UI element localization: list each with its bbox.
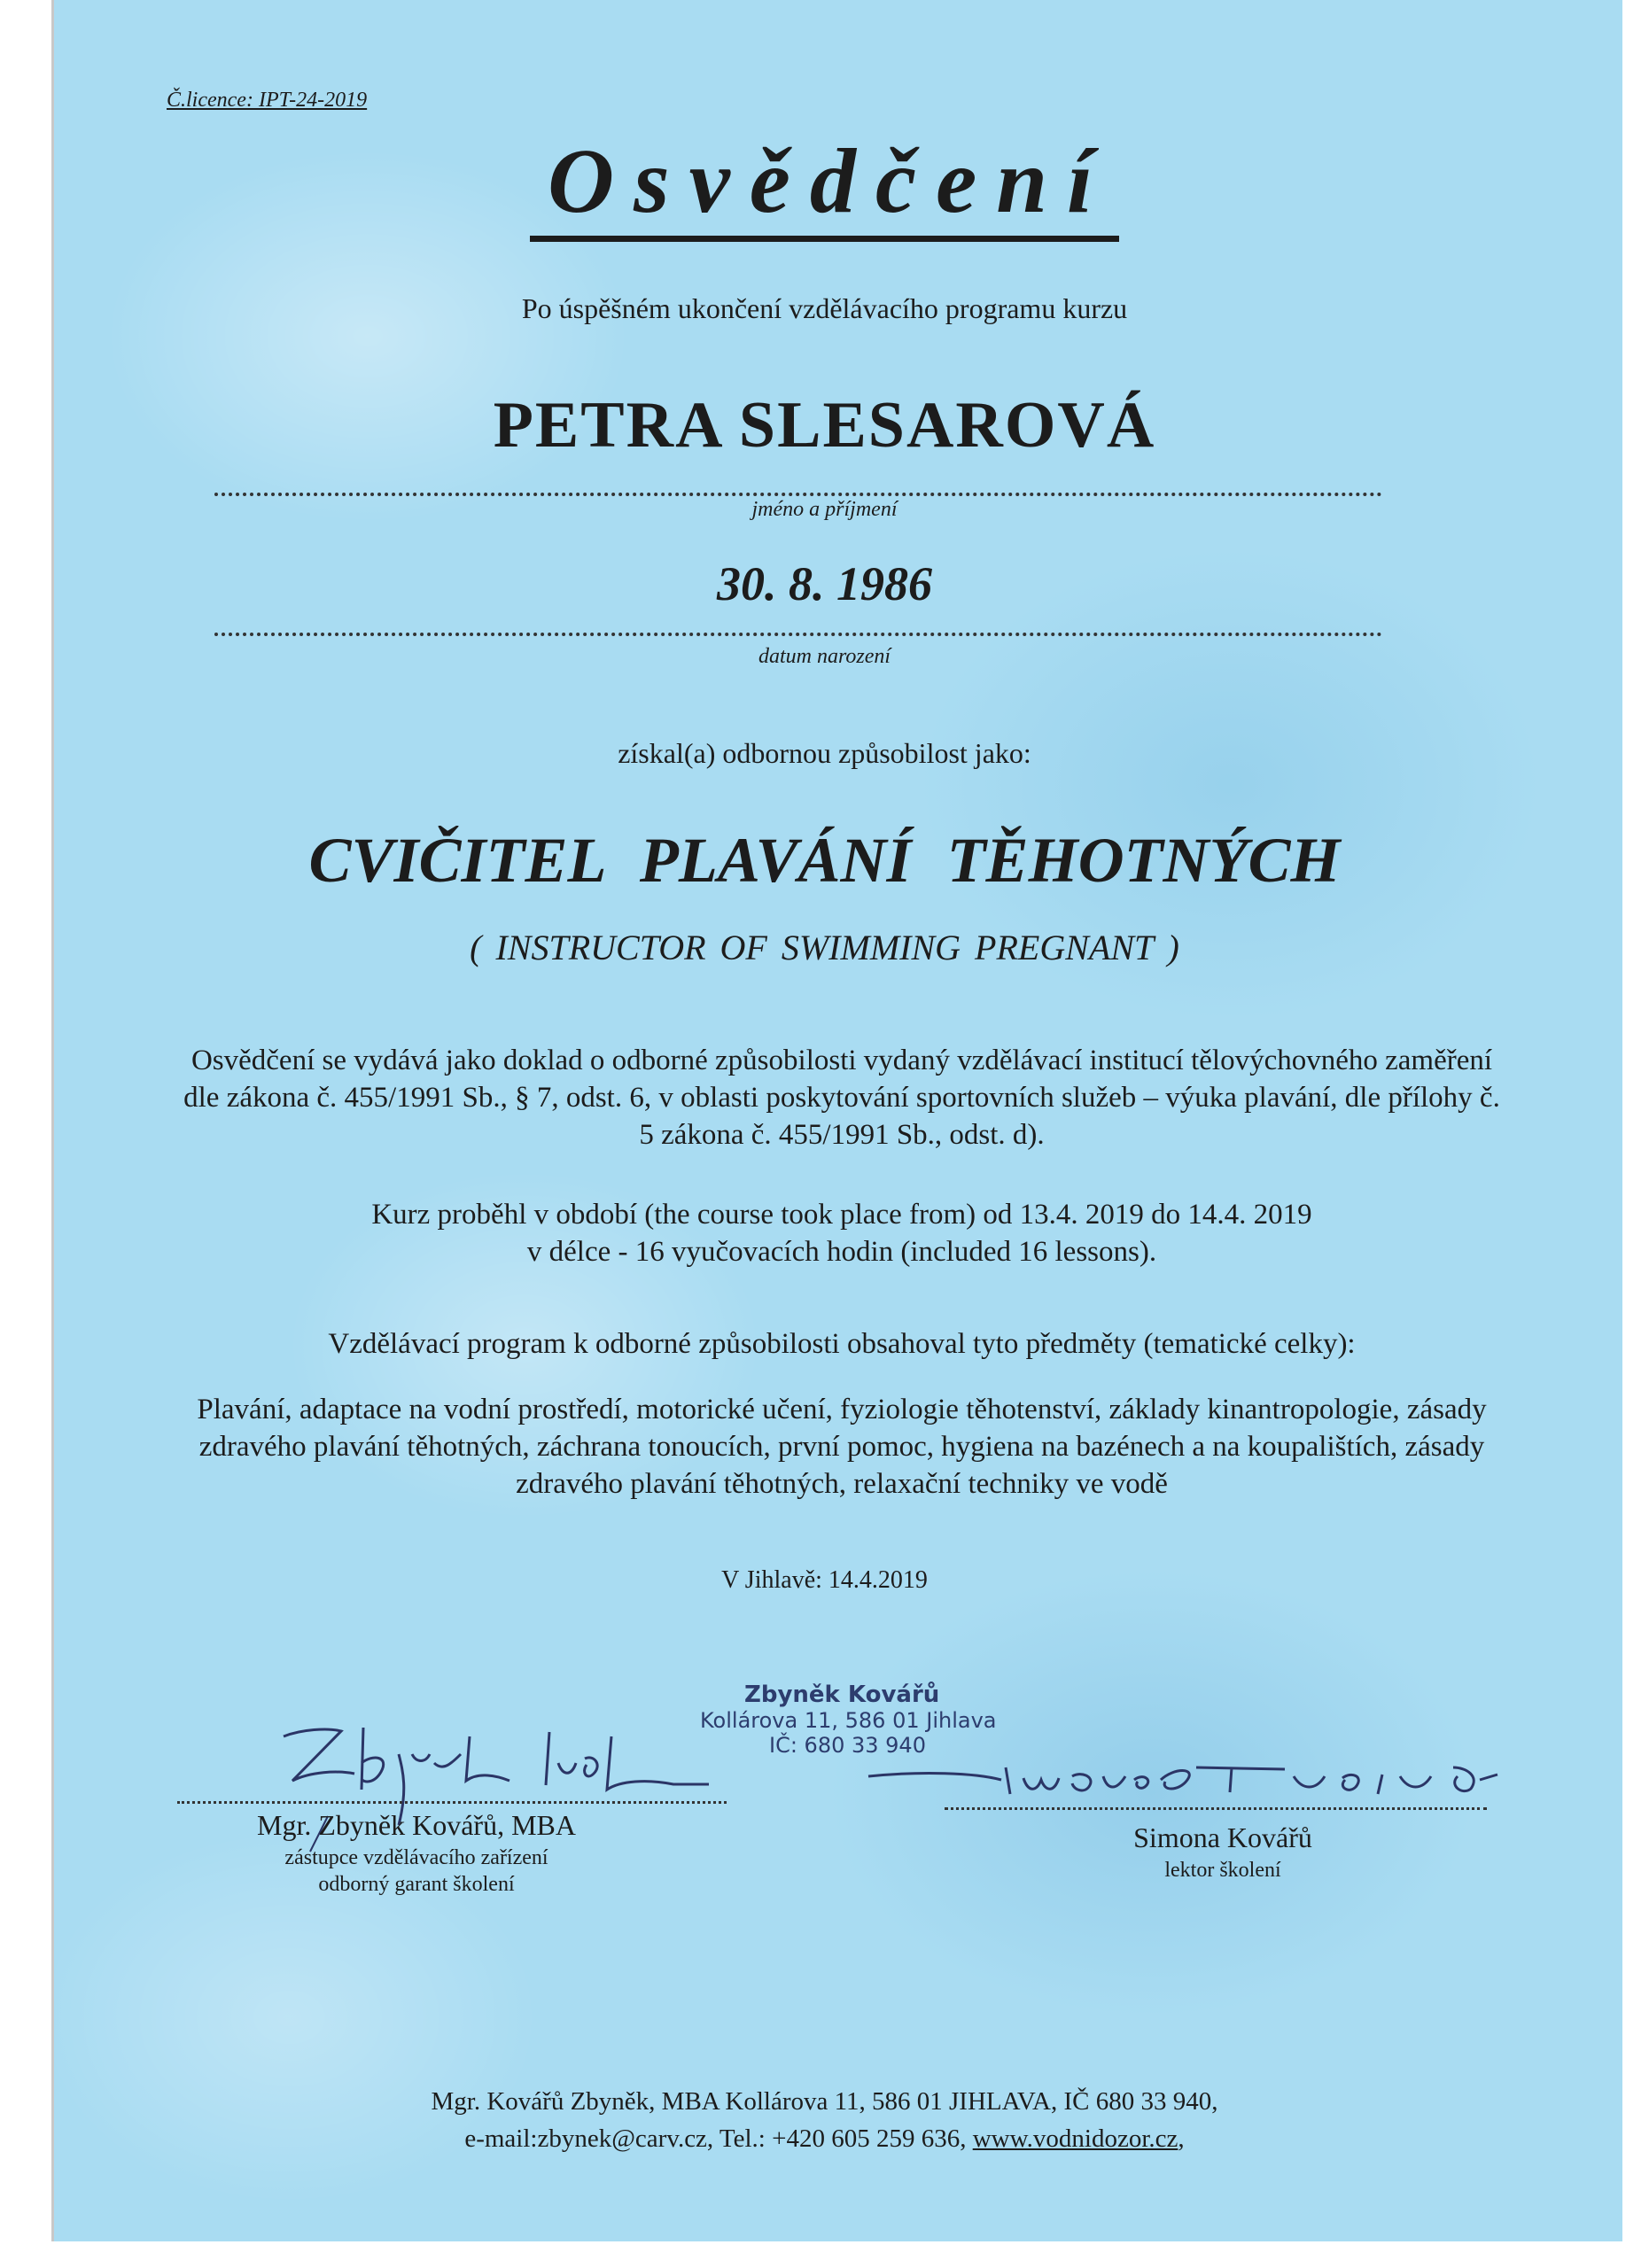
left-signer-name: Mgr. Zbyněk Kovářů, MBA bbox=[257, 1809, 576, 1841]
subjects-intro: Vzdělávací program k odborné způsobilosti obsahoval tyto předměty (tematické celky): bbox=[328, 1328, 1356, 1360]
left-signer-role-2: odborný garant školení bbox=[318, 1873, 515, 1896]
right-signer-name: Simona Kovářů bbox=[1133, 1821, 1312, 1853]
footer-contact bbox=[0, 2124, 1649, 2154]
birth-date-dotted-line bbox=[214, 633, 1382, 636]
birth-date-label: datum narození bbox=[758, 645, 891, 668]
name-label: jméno a příjmení bbox=[751, 498, 898, 521]
legal-paragraph: Osvědčení se vydává jako doklad o odborné způsobilosti vydaný vzdělávací institucí tělovýchovného zaměření dle zákona č. 455/1991 Sb., § 7, odst. 6, v oblasti poskytování sportovních služeb – výuka plavání, dle přílohy č. 5 zákona č. 455/1991 Sb., odst. d). bbox=[183, 1045, 1500, 1151]
licence-number: Č.licence: IPT-24-2019 bbox=[167, 89, 368, 112]
right-signer-role: lektor školení bbox=[1164, 1859, 1281, 1882]
footer-contact-text: e-mail:zbynek@carv.cz, Tel.: +420 605 259 636, bbox=[464, 2124, 967, 2153]
stamp-ic: IČ: 680 33 940 bbox=[769, 1733, 926, 1758]
holder-name: PETRA SLESAROVÁ bbox=[493, 389, 1156, 462]
place-date: V Jihlavě: 14.4.2019 bbox=[721, 1566, 928, 1594]
course-info bbox=[177, 1196, 1506, 1270]
qualification-english: ( INSTRUCTOR OF SWIMMING PREGNANT ) bbox=[470, 928, 1179, 967]
official-stamp bbox=[700, 1682, 996, 1758]
right-signature bbox=[868, 1750, 1506, 1803]
footer-contact-suffix: , bbox=[1178, 2124, 1185, 2153]
certificate-title: Osvědčení bbox=[530, 131, 1119, 242]
name-dotted-line bbox=[214, 493, 1382, 496]
left-signer-role: zástupce vzdělávacího zařízení bbox=[284, 1846, 548, 1869]
footer-website-link[interactable]: www.vodnidozor.cz bbox=[972, 2124, 1178, 2153]
subjects-list: Plavání, adaptace na vodní prostředí, motorické učení, fyziologie těhotenství, základy kinantropologie, zásady zdravého plavání těhotných, záchrana tonoucích, první pomoc, hygiena na bazénech a na koupalištích, zásady zdravého plavání těhotných, relaxační techniky ve vodě bbox=[197, 1394, 1487, 1500]
acquired-text: získal(a) odbornou způsobilost jako: bbox=[618, 737, 1031, 769]
stamp-address: Kollárova 11, 586 01 Jihlava bbox=[700, 1708, 997, 1733]
birth-date: 30. 8. 1986 bbox=[717, 557, 932, 610]
course-length: v délce - 16 vyučovacích hodin (included 16 lessons). bbox=[526, 1236, 1157, 1268]
left-signature-line bbox=[177, 1801, 727, 1804]
certificate-title-wrap bbox=[0, 131, 1649, 242]
stamp-name: Zbyněk Kovářů bbox=[744, 1682, 940, 1708]
qualification: CVIČITEL PLAVÁNÍ TĚHOTNÝCH bbox=[308, 825, 1341, 896]
intro-text: Po úspěšném ukončení vzdělávacího programu kurzu bbox=[521, 292, 1128, 324]
footer-address: Mgr. Kovářů Zbyněk, MBA Kollárova 11, 586 01 JIHLAVA, IČ 680 33 940, bbox=[431, 2087, 1218, 2116]
right-signature-line bbox=[945, 1807, 1487, 1810]
course-period: Kurz proběhl v období (the course took place from) od 13.4. 2019 do 14.4. 2019 bbox=[371, 1199, 1312, 1231]
